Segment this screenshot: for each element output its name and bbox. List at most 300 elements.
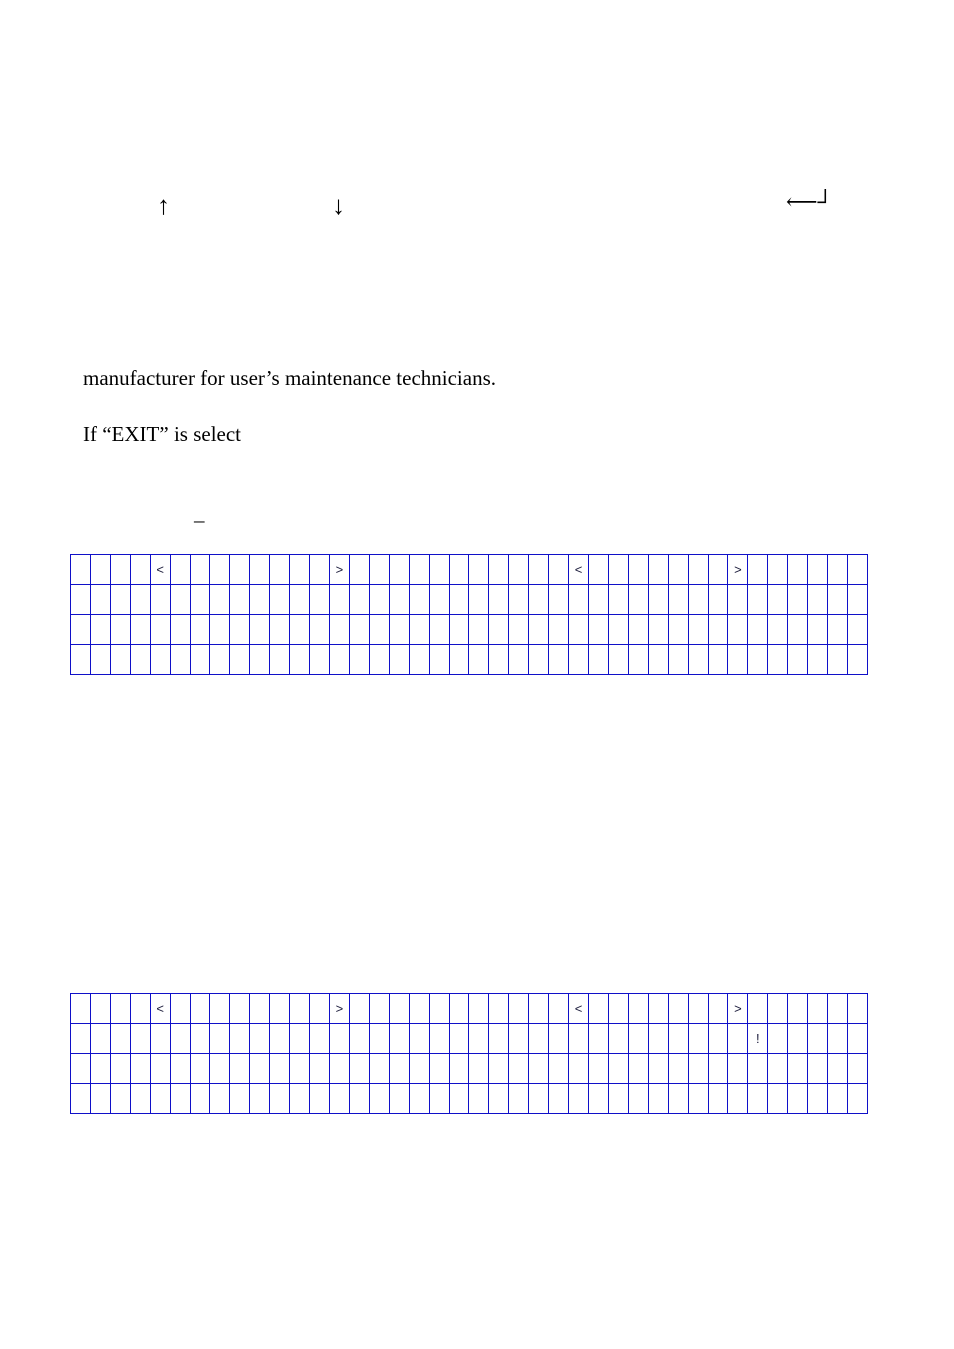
grid-cell [688, 585, 708, 615]
grid-cell [768, 615, 788, 645]
grid-cell [170, 615, 190, 645]
grid-cell [90, 1084, 110, 1114]
grid-cell [409, 615, 429, 645]
grid-cell [310, 555, 330, 585]
grid-cell [429, 555, 449, 585]
grid-cell [529, 1054, 549, 1084]
grid-cell [150, 1054, 170, 1084]
grid-cell [529, 994, 549, 1024]
grid-cell [828, 615, 848, 645]
grid-cell-char: < [150, 994, 170, 1024]
grid-cell [130, 585, 150, 615]
grid-cell [469, 645, 489, 675]
grid-cell [648, 645, 668, 675]
grid-cell [71, 994, 91, 1024]
grid-cell [230, 1024, 250, 1054]
grid-cell [768, 1054, 788, 1084]
grid-cell [828, 1024, 848, 1054]
grid-cell [409, 585, 429, 615]
grid-cell [768, 555, 788, 585]
grid-cell [847, 555, 867, 585]
grid-cell [250, 585, 270, 615]
dash-mark: – [194, 508, 205, 532]
grid-cell [369, 615, 389, 645]
grid-cell [71, 1024, 91, 1054]
grid-cell [549, 555, 569, 585]
grid-cell [569, 585, 589, 615]
grid-cell [688, 1024, 708, 1054]
grid-cell [628, 645, 648, 675]
grid-cell [808, 1024, 828, 1054]
grid-cell [230, 1054, 250, 1084]
grid-cell [250, 1084, 270, 1114]
grid-cell [588, 1024, 608, 1054]
grid-cell [250, 994, 270, 1024]
grid-cell [588, 615, 608, 645]
grid-cell [349, 555, 369, 585]
grid-cell [847, 615, 867, 645]
grid-cell [110, 645, 130, 675]
grid-cell [768, 1024, 788, 1054]
grid-cell [250, 1024, 270, 1054]
grid-cell [369, 1024, 389, 1054]
grid-cell [170, 1024, 190, 1054]
grid-cell [628, 615, 648, 645]
grid-cell [489, 1084, 509, 1114]
grid-cell [648, 994, 668, 1024]
grid-cell [688, 994, 708, 1024]
grid-cell [648, 555, 668, 585]
grid-cell [708, 645, 728, 675]
grid-cell [449, 555, 469, 585]
grid-cell [708, 615, 728, 645]
grid-cell [728, 645, 748, 675]
grid-cell [90, 615, 110, 645]
grid-cell-char: ! [748, 1024, 768, 1054]
grid-cell [708, 555, 728, 585]
grid-cell [748, 1084, 768, 1114]
grid-cell [290, 1084, 310, 1114]
grid-cell [668, 555, 688, 585]
grid-cell [708, 1024, 728, 1054]
grid-cell [828, 994, 848, 1024]
grid-cell [549, 585, 569, 615]
grid-cell [728, 1054, 748, 1084]
grid-cell [349, 1084, 369, 1114]
grid-cell [608, 994, 628, 1024]
grid-cell [170, 645, 190, 675]
grid-cell [150, 615, 170, 645]
grid-cell [728, 585, 748, 615]
grid-cell [90, 1024, 110, 1054]
grid-cell [569, 1024, 589, 1054]
grid-cell [449, 1054, 469, 1084]
grid-cell [310, 645, 330, 675]
grid-cell [489, 645, 509, 675]
grid-cell [190, 1084, 210, 1114]
grid-cell [808, 645, 828, 675]
grid-cell [728, 1084, 748, 1114]
grid-cell [628, 1054, 648, 1084]
grid-cell [549, 994, 569, 1024]
grid-cell [210, 555, 230, 585]
grid-cell [210, 1084, 230, 1114]
grid-cell [130, 645, 150, 675]
grid-cell [389, 645, 409, 675]
grid-cell [190, 555, 210, 585]
grid-cell [788, 1024, 808, 1054]
grid-cell [409, 994, 429, 1024]
grid-cell [489, 1054, 509, 1084]
grid-cell [588, 585, 608, 615]
grid-cell [150, 1084, 170, 1114]
grid-cell [329, 1054, 349, 1084]
grid-cell [588, 555, 608, 585]
grid-cell [569, 1054, 589, 1084]
grid-cell [190, 1024, 210, 1054]
grid-cell [569, 1084, 589, 1114]
grid-cell [668, 994, 688, 1024]
grid-cell [748, 555, 768, 585]
grid-row [71, 1054, 868, 1084]
grid-cell [130, 555, 150, 585]
grid-cell [688, 615, 708, 645]
grid-cell [71, 555, 91, 585]
grid-cell [708, 1054, 728, 1084]
grid-cell [847, 585, 867, 615]
grid-cell [668, 1024, 688, 1054]
grid-cell [628, 1084, 648, 1114]
grid-cell [190, 615, 210, 645]
grid-cell [469, 1054, 489, 1084]
grid-cell [608, 615, 628, 645]
grid-cell [668, 1084, 688, 1114]
grid-cell [329, 1084, 349, 1114]
grid-cell [688, 1084, 708, 1114]
grid-cell [230, 555, 250, 585]
grid-cell [329, 585, 349, 615]
grid-cell [509, 645, 529, 675]
grid-cell [549, 1084, 569, 1114]
grid-cell [349, 645, 369, 675]
up-arrow-icon: ↑ [157, 191, 170, 220]
grid-cell [90, 994, 110, 1024]
grid-cell [71, 615, 91, 645]
grid-cell-char: > [728, 555, 748, 585]
grid-cell [429, 645, 449, 675]
grid-cell [310, 1054, 330, 1084]
grid-cell [569, 645, 589, 675]
grid-cell [748, 615, 768, 645]
grid-cell [210, 1054, 230, 1084]
grid-cell [409, 645, 429, 675]
grid-cell [310, 1084, 330, 1114]
grid-cell [648, 1024, 668, 1054]
grid-cell [529, 615, 549, 645]
grid-cell [369, 1054, 389, 1084]
grid-cell [588, 645, 608, 675]
grid-row [71, 1084, 868, 1114]
grid-cell [469, 1024, 489, 1054]
grid-cell [808, 585, 828, 615]
grid-cell [230, 645, 250, 675]
grid-cell [509, 615, 529, 645]
grid-cell [210, 585, 230, 615]
grid-cell [389, 994, 409, 1024]
down-arrow-icon: ↓ [332, 191, 345, 220]
grid-cell [150, 645, 170, 675]
grid-cell [210, 645, 230, 675]
grid-cell [270, 615, 290, 645]
grid-cell [270, 1054, 290, 1084]
grid-cell [847, 1024, 867, 1054]
grid-cell [588, 1054, 608, 1084]
grid-cell [130, 1054, 150, 1084]
grid-cell [509, 994, 529, 1024]
grid-cell [429, 1054, 449, 1084]
grid-cell [170, 585, 190, 615]
grid-cell [389, 1084, 409, 1114]
grid-cell [469, 555, 489, 585]
grid-cell [130, 994, 150, 1024]
grid-cell [329, 1024, 349, 1054]
grid-cell [389, 1054, 409, 1084]
grid-cell [469, 615, 489, 645]
grid-cell [648, 1084, 668, 1114]
grid-cell [170, 1054, 190, 1084]
grid-cell [409, 555, 429, 585]
grid-cell [648, 615, 668, 645]
grid-cell [349, 1054, 369, 1084]
grid-cell [608, 1024, 628, 1054]
grid-cell [648, 585, 668, 615]
grid-cell [529, 645, 549, 675]
grid-cell [788, 555, 808, 585]
grid-cell [389, 1024, 409, 1054]
paragraph-line-exit: If “EXIT” is select [83, 422, 242, 446]
grid-cell [549, 1024, 569, 1054]
grid-cell [250, 645, 270, 675]
grid-cell [449, 585, 469, 615]
grid-cell [110, 585, 130, 615]
grid-cell [409, 1024, 429, 1054]
grid-cell [828, 1084, 848, 1114]
grid-cell [628, 1024, 648, 1054]
grid-cell [588, 994, 608, 1024]
grid-cell [828, 555, 848, 585]
grid-cell [250, 555, 270, 585]
grid-cell [748, 1054, 768, 1084]
grid-cell [210, 994, 230, 1024]
grid-cell-char: > [329, 555, 349, 585]
grid-cell [329, 645, 349, 675]
grid-cell [808, 1084, 828, 1114]
grid-cell [708, 994, 728, 1024]
grid-cell [170, 1084, 190, 1114]
grid-cell [190, 585, 210, 615]
grid-cell [788, 615, 808, 645]
grid-cell [230, 585, 250, 615]
grid-cell [608, 585, 628, 615]
grid-cell [768, 585, 788, 615]
grid-cell-char: > [329, 994, 349, 1024]
grid-cell [509, 1054, 529, 1084]
grid-cell [310, 994, 330, 1024]
grid-cell [768, 645, 788, 675]
grid-cell [708, 1084, 728, 1114]
grid-cell [230, 1084, 250, 1114]
grid-cell [349, 994, 369, 1024]
grid-cell [210, 1024, 230, 1054]
grid-cell [847, 645, 867, 675]
grid-cell [130, 1024, 150, 1054]
grid-cell [529, 1084, 549, 1114]
grid-cell [270, 555, 290, 585]
grid-cell [509, 555, 529, 585]
grid-cell [489, 615, 509, 645]
grid-cell [489, 1024, 509, 1054]
grid-cell [588, 1084, 608, 1114]
grid-cell [788, 1084, 808, 1114]
grid-cell [688, 645, 708, 675]
grid-cell [828, 585, 848, 615]
grid-cell [509, 1024, 529, 1054]
grid-cell [469, 1084, 489, 1114]
grid-row [71, 585, 868, 615]
grid-cell [389, 585, 409, 615]
grid-cell [648, 1054, 668, 1084]
grid-cell [71, 585, 91, 615]
grid-cell [150, 585, 170, 615]
grid-cell [808, 994, 828, 1024]
grid-row [71, 994, 868, 1024]
grid-cell [110, 1084, 130, 1114]
grid-cell [110, 994, 130, 1024]
grid-cell [310, 585, 330, 615]
grid-cell [369, 994, 389, 1024]
grid-cell [369, 585, 389, 615]
grid-cell [90, 555, 110, 585]
grid-cell [429, 615, 449, 645]
grid-cell [290, 645, 310, 675]
grid-cell [369, 555, 389, 585]
grid-cell [270, 994, 290, 1024]
grid-cell [788, 585, 808, 615]
grid-cell [808, 615, 828, 645]
grid-cell [449, 994, 469, 1024]
grid-cell [349, 615, 369, 645]
grid-cell-char: < [569, 555, 589, 585]
grid-cell [628, 585, 648, 615]
grid-cell [828, 645, 848, 675]
grid-cell [429, 994, 449, 1024]
grid-cell [349, 585, 369, 615]
grid-cell [768, 994, 788, 1024]
grid-cell [310, 615, 330, 645]
grid-cell [110, 555, 130, 585]
grid-cell-char: > [728, 994, 748, 1024]
grid-cell [489, 585, 509, 615]
grid-cell [549, 615, 569, 645]
grid-cell [788, 645, 808, 675]
grid-cell [429, 1084, 449, 1114]
grid-cell [71, 645, 91, 675]
grid-cell [569, 615, 589, 645]
grid-cell [110, 1054, 130, 1084]
lcd-display-grid-top [70, 554, 868, 675]
grid-cell [628, 555, 648, 585]
grid-cell [110, 615, 130, 645]
grid-cell [290, 1054, 310, 1084]
grid-cell [489, 555, 509, 585]
grid-cell [828, 1054, 848, 1084]
grid-cell [290, 1024, 310, 1054]
grid-cell [230, 615, 250, 645]
grid-cell [688, 555, 708, 585]
grid-row [71, 1024, 868, 1054]
grid-cell [847, 994, 867, 1024]
grid-cell [628, 994, 648, 1024]
grid-cell [110, 1024, 130, 1054]
grid-cell [310, 1024, 330, 1054]
grid-cell [290, 615, 310, 645]
grid-cell-char: < [569, 994, 589, 1024]
grid-cell [608, 645, 628, 675]
grid-cell [469, 994, 489, 1024]
grid-cell [409, 1084, 429, 1114]
grid-cell [150, 1024, 170, 1054]
grid-cell [349, 1024, 369, 1054]
grid-cell [130, 1084, 150, 1114]
grid-cell [748, 994, 768, 1024]
grid-cell [668, 645, 688, 675]
grid-cell [71, 1054, 91, 1084]
grid-cell [290, 585, 310, 615]
grid-cell [529, 585, 549, 615]
grid-cell [847, 1054, 867, 1084]
grid-cell [230, 994, 250, 1024]
lcd-display-grid-bottom [70, 993, 868, 1114]
grid-cell [768, 1084, 788, 1114]
grid-cell [608, 555, 628, 585]
grid-cell [608, 1054, 628, 1084]
grid-cell [210, 615, 230, 645]
grid-cell [130, 615, 150, 645]
grid-cell [429, 1024, 449, 1054]
grid-cell [190, 994, 210, 1024]
grid-cell [190, 1054, 210, 1084]
grid-cell [369, 1084, 389, 1114]
grid-cell [71, 1084, 91, 1114]
grid-cell [170, 994, 190, 1024]
grid-cell [270, 1024, 290, 1054]
grid-cell [688, 1054, 708, 1084]
grid-cell [728, 615, 748, 645]
grid-cell [190, 645, 210, 675]
grid-row [71, 615, 868, 645]
paragraph-line-manufacturer: manufacturer for user’s maintenance technicians. [83, 366, 497, 390]
grid-row [71, 555, 868, 585]
grid-cell [509, 585, 529, 615]
grid-cell [449, 615, 469, 645]
grid-cell [668, 1054, 688, 1084]
grid-cell [808, 1054, 828, 1084]
grid-cell [290, 555, 310, 585]
grid-cell [170, 555, 190, 585]
grid-cell-char: < [150, 555, 170, 585]
grid-cell [469, 585, 489, 615]
grid-cell [389, 615, 409, 645]
